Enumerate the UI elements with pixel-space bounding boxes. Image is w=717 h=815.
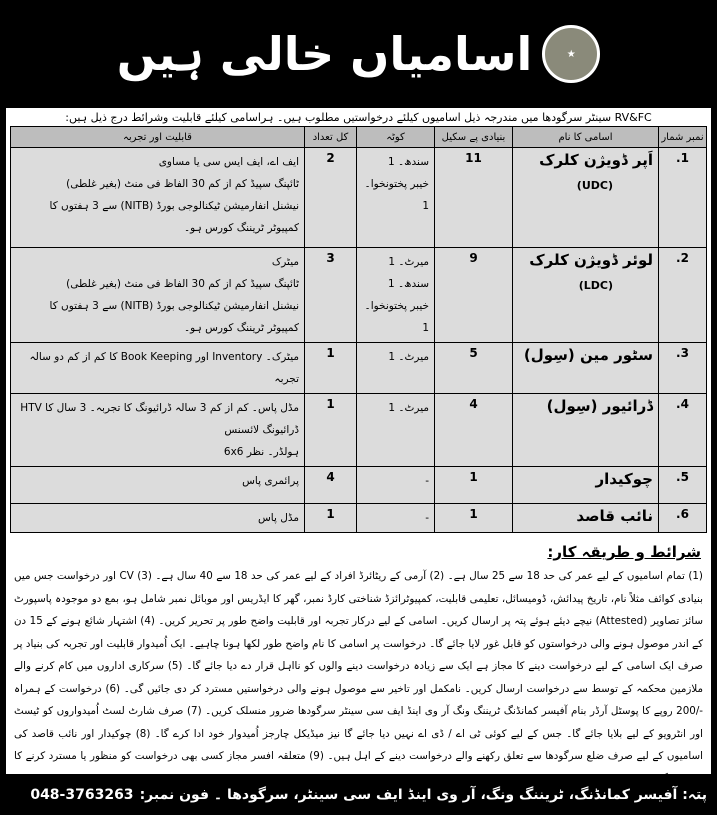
quota-line: میرٹ۔ 1 <box>388 351 429 363</box>
conditions-title: شرائط و طریقہ کار: <box>547 543 701 561</box>
total-cell: 1 <box>305 343 357 394</box>
table-row <box>11 148 707 248</box>
scale-cell: 4 <box>435 394 513 467</box>
qualification-line: مڈل پاس۔ کم از کم 3 سالہ ڈرائیونگ کا تجربہ۔ 3 سال کا HTV ڈرائیونگ لائسنس <box>20 402 299 436</box>
footer-address: پتہ: آفیسر کمانڈنگ، ٹریننگ ونگ، آر وی اینڈ ایف سی سینٹر، سرگودھا ۔ فون نمبر: <box>139 786 707 803</box>
qualification-line: مڈل پاس <box>257 512 299 524</box>
serial-cell: 3. <box>659 343 707 394</box>
quota-line: خیبر پختونخوا۔ 1 <box>364 300 429 334</box>
post-name-cell <box>513 148 659 248</box>
ad-body <box>6 108 711 785</box>
serial-cell: 1. <box>659 148 707 248</box>
quota-line: - <box>425 475 429 487</box>
table-row <box>11 394 707 467</box>
qualification-cell <box>11 343 305 394</box>
serial-cell: 6. <box>659 504 707 533</box>
table-row <box>11 504 707 533</box>
total-cell: 1 <box>305 394 357 467</box>
intro-text: RV&FC سینٹر سرگودھا میں مندرجہ ذیل اسامیوں کیلئے درخواستیں مطلوب ہیں۔ ہراسامی کیلئے قابلیت وشرائط درج ذیل ہیں: <box>65 111 652 124</box>
quota-cell <box>357 248 435 343</box>
quota-line: سندھ۔ 1 <box>388 278 429 290</box>
post-name-cell <box>513 343 659 394</box>
scale-cell: 1 <box>435 467 513 504</box>
quota-cell <box>357 343 435 394</box>
post-name-cell <box>513 248 659 343</box>
post-name: نائب قاصد <box>576 507 653 525</box>
quota-cell <box>357 467 435 504</box>
col-header-scale: بنیادی پے سکیل <box>435 127 513 148</box>
quota-cell <box>357 504 435 533</box>
col-header-name: اسامی کا نام <box>513 127 659 148</box>
table-row <box>11 248 707 343</box>
qualification-cell <box>11 467 305 504</box>
quota-cell <box>357 148 435 248</box>
qualification-line: ہولڈر۔ نظر 6x6 <box>223 446 299 458</box>
qualification-cell <box>11 148 305 248</box>
post-name-cell <box>513 394 659 467</box>
qualification-cell <box>11 504 305 533</box>
table-row <box>11 343 707 394</box>
post-name-cell <box>513 504 659 533</box>
rvfc-logo-icon: ★ <box>542 25 600 83</box>
scale-cell: 9 <box>435 248 513 343</box>
qualification-line: نیشنل انفارمیشن ٹیکنالوجی بورڈ (NITB) سے 3 ہفتوں کا کمپیوٹر ٹریننگ کورس ہو۔ <box>49 200 299 234</box>
qualification-line: ایف اے، ایف ایس سی یا مساوی <box>158 156 299 168</box>
serial-cell: 2. <box>659 248 707 343</box>
qualification-line: پرائمری پاس <box>242 475 299 487</box>
qualification-line: ٹائپنگ سپیڈ کم از کم 30 الفاظ فی منٹ (بغیر غلطی) <box>66 178 299 190</box>
total-cell: 1 <box>305 504 357 533</box>
page-title: اسامیاں خالی ہیں <box>116 27 533 81</box>
conditions-text: (1) تمام اسامیوں کے لیے عمر کی حد 18 سے 25 سال ہے۔ (2) آرمی کے ریٹائرڈ افراد کے لیے عمر کی حد 18 سے 40 سال ہے۔ (3) CV اور درخواست جس میں بنیادی کوائف مثلاً نام، تاریخ پیدائش، ڈومیسائل، تعلیمی قابلیت، کمپیوٹرائزڈ شناختی کارڈ نمبر، گھر کا ایڈریس اور موبائل نمبر شامل ہو، بمع دو موجودہ پاسپورٹ سائز تصاویر (Attested) نیچے دیئے ہوئے پتہ پر ارسال کریں۔ اسامی کے لیے درکار تجربہ اور قابلیت واضح طور پر تحریر کریں۔ (4) اشتہار شائع ہونے کے 15 دن کے اندر موصول ہونے والی درخواستوں کو قابل غور لایا جائے گا۔ درخواست پر اسامی کا نام واضح طور لکھا ہونا چاہیے۔ ایک اُمیدوار قابلیت اور تجربہ کی بنیاد پر صرف ایک اسامی کے لیے درخواست دینے کا مجاز ہے ایک سے زیادہ درخواست دینے والوں کو نااہل قرار دے دیا جائے گا۔ (5) سرکاری اداروں میں کام کرنے والے ملازمین محکمہ کے توسط سے درخواست ارسال کریں۔ نامکمل اور تاخیر سے موصول ہونے والی درخواستیں مسترد کر دی جائیں گی۔ (6) درخواست کے ہمراہ -/200 روپے کا پوسٹل آرڈر بنام آفیسر کمانڈنگ ٹریننگ ونگ آر وی اینڈ ایف سی سینٹر سرگودھا ضرور منسلک کریں۔ (7) صرف شارٹ لسٹ اُمیدواروں کو ٹیسٹ اور انٹرویو کے لیے بلایا جائے گا۔ جس کے لیے کوئی ٹی اے / ڈی اے نہیں دیا جائے گا نیز میڈیکل چارجز اُمیدوار خود ادا کرے گا۔ (8) چوکیدار اور نائب قاصد کی اسامیوں کے لیے صرف ضلع سرگودھا سے تعلق رکھنے والے درخواست دینے کے اہل ہیں۔ (9) متعلقہ افسر مجاز کسی بھی درخواست کو منظور یا مسترد کرنے کا مجاز ہوگا۔ <box>14 570 704 785</box>
post-name: چوکیدار <box>595 470 653 488</box>
serial-cell: 5. <box>659 467 707 504</box>
total-cell: 4 <box>305 467 357 504</box>
post-abbr: (UDC) <box>576 179 613 192</box>
scale-cell: 11 <box>435 148 513 248</box>
table-row <box>11 467 707 504</box>
quota-line: میرٹ۔ 1 <box>388 402 429 414</box>
post-name-cell <box>513 467 659 504</box>
total-cell: 3 <box>305 248 357 343</box>
post-abbr: (LDC) <box>578 279 613 292</box>
vacancies-table <box>10 126 707 533</box>
qualification-line: نیشنل انفارمیشن ٹیکنالوجی بورڈ (NITB) سے 3 ہفتوں کا کمپیوٹر ٹریننگ کورس ہو۔ <box>49 300 299 334</box>
col-header-qualification: قابلیت اور تجربہ <box>11 127 305 148</box>
qualification-line: میٹرک۔ Inventory اور Book Keeping کا کم از کم دو سالہ تجربہ <box>29 351 299 385</box>
quota-line: - <box>425 512 429 524</box>
qualification-line: ٹائپنگ سپیڈ کم از کم 30 الفاظ فی منٹ (بغیر غلطی) <box>66 278 299 290</box>
post-name: لوئر ڈویژن کلرک <box>529 251 653 269</box>
col-header-quota: کوٹہ <box>357 127 435 148</box>
total-cell: 2 <box>305 148 357 248</box>
quota-line: سندھ۔ 1 <box>388 156 429 168</box>
footer <box>0 774 717 815</box>
quota-line: خیبر پختونخوا۔ 1 <box>364 178 429 212</box>
post-name: ڈرائیور (سِول) <box>546 397 653 415</box>
quota-line: میرٹ۔ 1 <box>388 256 429 268</box>
col-header-total: کل تعداد <box>305 127 357 148</box>
footer-phone: 048-3763263 <box>30 786 134 803</box>
post-name: سٹور مین (سِول) <box>523 346 653 364</box>
scale-cell: 5 <box>435 343 513 394</box>
post-name: اَپر ڈویژن کلرک <box>539 151 653 169</box>
serial-cell: 4. <box>659 394 707 467</box>
col-header-serial: نمبر شمار <box>659 127 707 148</box>
qualification-cell <box>11 248 305 343</box>
scale-cell: 1 <box>435 504 513 533</box>
qualification-line: میٹرک <box>271 256 299 268</box>
ad-header <box>0 0 717 108</box>
qualification-cell <box>11 394 305 467</box>
quota-cell <box>357 394 435 467</box>
